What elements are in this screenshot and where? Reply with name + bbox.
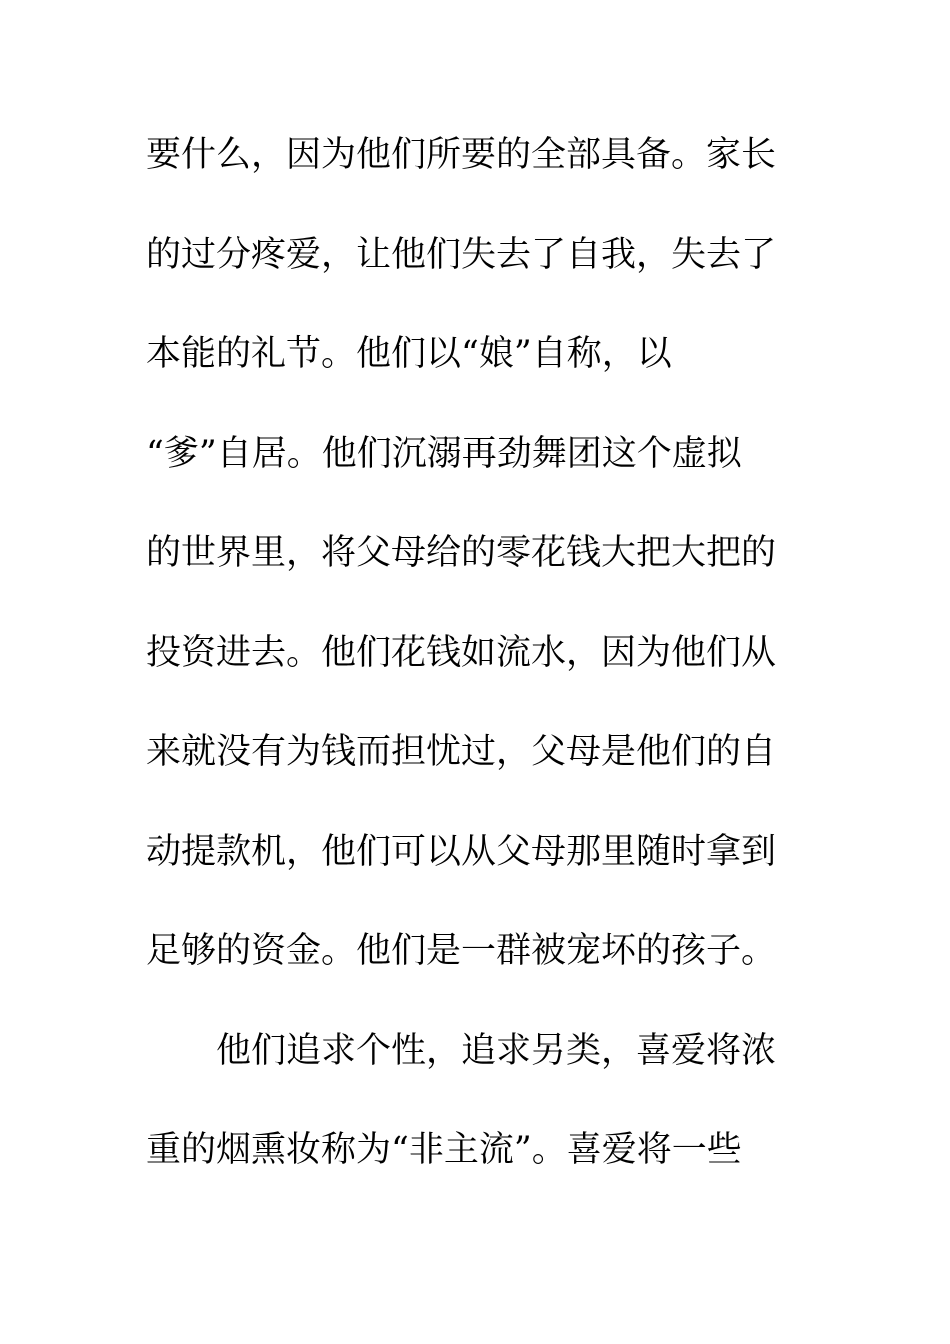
text-line: 的世界里，将父母给的零花钱大把大把的 [146,533,777,573]
text-line: 动提款机，他们可以从父母那里随时拿到 [146,831,777,872]
paragraph-start-line: 他们追求个性，追求另类，喜爱将浓 [216,1030,777,1071]
text-line: “爹”自居。他们沉溺再劲舞团这个虚拟 [146,433,742,474]
text-line: 重的烟熏妆称为“非主流”。喜爱将一些 [146,1130,742,1170]
text-line: 投资进去。他们花钱如流水，因为他们从 [146,632,777,673]
text-line: 要什么，因为他们所要的全部具备。家长 [146,135,777,175]
text-line: 来就没有为钱而担忧过，父母是他们的自 [146,732,777,772]
text-line: 的过分疼爱，让他们失去了自我，失去了 [146,234,777,275]
text-line: 本能的礼节。他们以“娘”自称，以 [146,334,672,374]
text-line: 足够的资金。他们是一群被宠坏的孩子。 [146,931,777,971]
body-text [146,126,786,1221]
